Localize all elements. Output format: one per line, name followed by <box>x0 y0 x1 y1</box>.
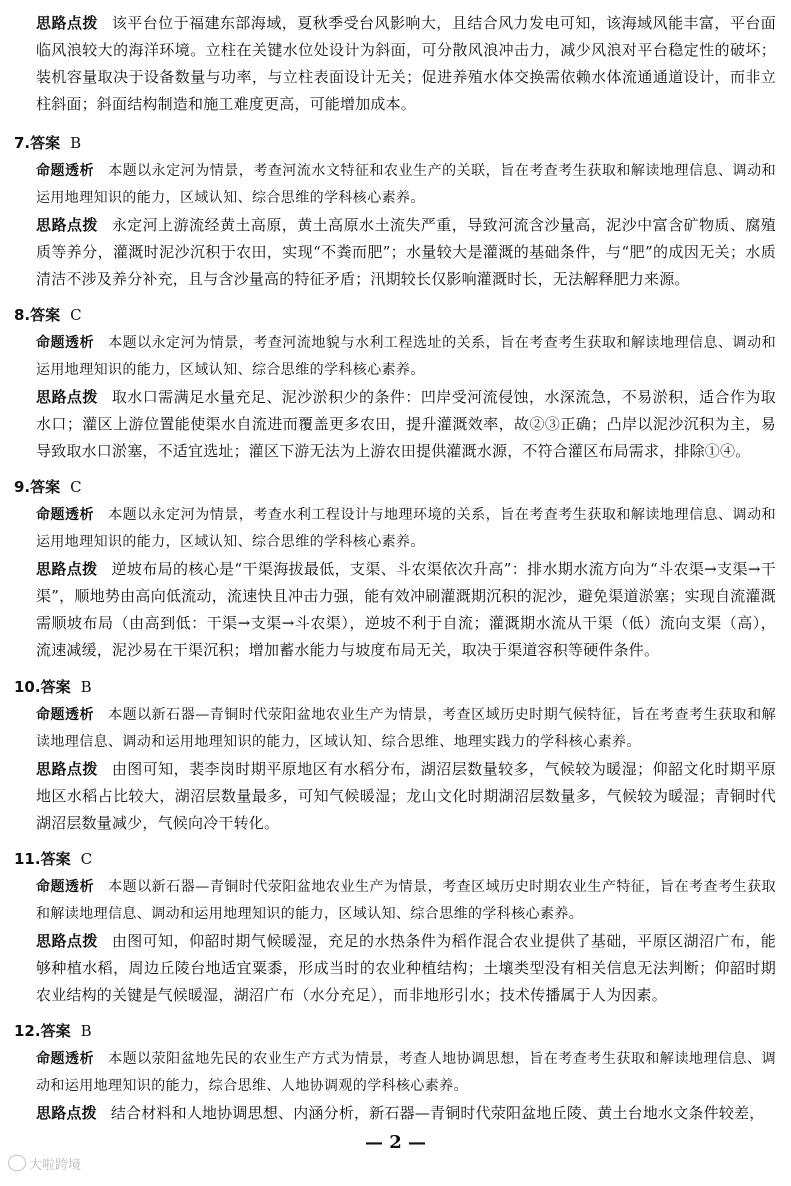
page-number: — 2 — <box>364 1132 427 1153</box>
approach-label: 思路点拨 <box>36 1104 97 1122</box>
q9-approach-block <box>36 556 776 664</box>
q7-analysis-block <box>36 158 776 212</box>
q10-answer-value: B <box>80 678 92 696</box>
watermark <box>8 1154 81 1173</box>
q10-analysis-text: 本题以新石器—青铜时代荥阳盆地农业生产为情景，考查区域历史时期气候特征，旨在考查考生获取和解读地理信息、调动和运用地理知识的能力，区域认知、综合思维、地理实践力的学科核心素养。 <box>36 707 776 750</box>
answer-label: 答案 <box>30 478 61 496</box>
q11-analysis-block <box>36 874 776 928</box>
q8-analysis-block <box>36 330 776 384</box>
q11-number: 11. <box>14 850 41 868</box>
q8-analysis-text: 本题以永定河为情景，考查河流地貌与水利工程选址的关系，旨在考查考生获取和解读地理信息、调动和运用地理知识的能力，区域认知、综合思维的学科核心素养。 <box>36 335 776 378</box>
analysis-label: 命题透析 <box>36 879 95 895</box>
q7-analysis-text: 本题以永定河为情景，考查河流水文特征和农业生产的关联，旨在考查考生获取和解读地理信息、调动和运用地理知识的能力，区域认知、综合思维的学科核心素养。 <box>36 163 776 206</box>
q12-answer-line <box>14 1020 92 1041</box>
q7-approach-block <box>36 212 776 293</box>
q8-number: 8. <box>14 306 31 324</box>
q12-number: 12. <box>14 1022 41 1040</box>
q10-answer-line <box>14 676 92 697</box>
q7-number: 7. <box>14 134 31 152</box>
q9-answer-line <box>14 476 82 497</box>
q8-answer-line <box>14 304 82 325</box>
q11-analysis-text: 本题以新石器—青铜时代荥阳盆地农业生产为情景，考查区域历史时期农业生产特征，旨在考查考生获取和解读地理信息、调动和运用地理知识的能力，区域认知、综合思维的学科核心素养。 <box>36 879 776 922</box>
q9-answer-value: C <box>70 478 82 496</box>
q9-analysis-text: 本题以永定河为情景，考查水利工程设计与地理环境的关系，旨在考查考生获取和解读地理信息、调动和运用地理知识的能力，区域认知、综合思维的学科核心素养。 <box>36 507 776 550</box>
watermark-text: 大啦跨境 <box>29 1158 82 1173</box>
q12-analysis-block <box>36 1046 776 1100</box>
q9-approach-text: 逆坡布局的核心是“干渠海拔最低，支渠、斗农渠依次升高”：排水期水流方向为“斗农渠→支渠→干渠”，顺地势由高向低流动，流速快且冲击力强，能有效冲刷灌溉期沉积的泥沙，避免渠道淤塞；实现自流灌溉需顺坡布局（由高到低：干渠→支渠→斗农渠），逆坡不利于自流；灌溉期水流从干渠（低）流向支渠（高），流速减缓，泥沙易在干渠沉积；增加蓄水能力与坡度布局无关，取决于渠道容积等硬件条件。 <box>36 560 776 659</box>
q9-number: 9. <box>14 478 31 496</box>
answer-label: 答案 <box>40 1022 71 1040</box>
q11-answer-value: C <box>80 850 93 868</box>
q10-analysis-block <box>36 702 776 756</box>
answer-label: 答案 <box>40 850 71 868</box>
approach-label: 思路点拨 <box>36 216 98 234</box>
q10-approach-block <box>36 756 776 837</box>
approach-label: 思路点拨 <box>36 388 98 406</box>
answer-label: 答案 <box>40 678 71 696</box>
answer-label: 答案 <box>30 134 61 152</box>
q7-answer-value: B <box>70 134 82 152</box>
analysis-label: 命题透析 <box>36 707 95 723</box>
q6-approach-text: 该平台位于福建东部海域，夏秋季受台风影响大，且结合风力发电可知，该海域风能丰富，平台面临风浪较大的海洋环境。立柱在关键水位处设计为斜面，可分散风浪冲击力，减少风浪对平台稳定性的破坏；装机容量取决于设备数量与功率，与立柱表面设计无关；促进养殖水体交换需依赖水体流通通道设计，而非立柱斜面；斜面结构制造和施工难度更高，可能增加成本。 <box>36 14 776 113</box>
q7-approach-text: 永定河上游流经黄土高原，黄土高原水土流失严重，导致河流含沙量高，泥沙中富含矿物质、腐殖质等养分，灌溉时泥沙沉积于农田，实现“不粪而肥”；水量较大是灌溉的基础条件，与“肥”的成因无关；水质清洁不涉及养分补充，且与含沙量高的特征矛盾；汛期较长仅影响灌溉时长，无法解释肥力来源。 <box>36 216 776 288</box>
q10-number: 10. <box>14 678 41 696</box>
watermark-logo-icon <box>8 1155 26 1171</box>
q11-approach-text: 由图可知，仰韶时期气候暖湿，充足的水热条件为稻作混合农业提供了基础，平原区湖沼广布，能够种植水稻，周边丘陵台地适宜粟黍，形成当时的农业种植结构；土壤类型没有相关信息无法判断；仰韶时期农业结构的关键是气候暖湿，湖沼广布（水分充足），而非地形引水；技术传播属于人为因素。 <box>36 932 776 1004</box>
q12-analysis-text: 本题以荥阳盆地先民的农业生产方式为情景，考查人地协调思想，旨在考查考生获取和解读地理信息、调动和运用地理知识的能力，综合思维、人地协调观的学科核心素养。 <box>36 1051 776 1094</box>
approach-label: 思路点拨 <box>36 560 98 578</box>
q12-approach-block <box>36 1100 776 1127</box>
q10-approach-text: 由图可知，裴李岗时期平原地区有水稻分布，湖沼层数量较多，气候较为暖湿；仰韶文化时期平原地区水稻占比较大，湖沼层数量最多，可知气候暖湿；龙山文化时期湖沼层数量多，气候较为暖湿；青铜时代湖沼层数量减少，气候向冷干转化。 <box>36 760 776 832</box>
analysis-label: 命题透析 <box>36 335 95 351</box>
q8-approach-block <box>36 384 776 465</box>
q9-analysis-block <box>36 502 776 556</box>
q12-answer-value: B <box>80 1022 92 1040</box>
q11-answer-line <box>14 848 92 869</box>
q12-approach-text: 结合材料和人地协调思想、内涵分析，新石器—青铜时代荥阳盆地丘陵、黄土台地水文条件较差， <box>110 1104 765 1122</box>
q8-answer-value: C <box>70 306 82 324</box>
q11-approach-block <box>36 928 776 1009</box>
q6-approach-block <box>36 10 776 118</box>
analysis-label: 命题透析 <box>36 1051 95 1067</box>
approach-label: 思路点拨 <box>36 14 98 32</box>
q8-approach-text: 取水口需满足水量充足、泥沙淤积少的条件：凹岸受河流侵蚀，水深流急，不易淤积，适合作为取水口；灌区上游位置能使渠水自流进而覆盖更多农田，提升灌溉效率，故②③正确；凸岸以泥沙沉积为主，易导致取水口淤塞，不适宜选址；灌区下游无法为上游农田提供灌溉水源，不符合灌区布局需求，排除①④。 <box>36 388 776 460</box>
analysis-label: 命题透析 <box>36 163 95 179</box>
approach-label: 思路点拨 <box>36 760 98 778</box>
q7-answer-line <box>14 132 81 153</box>
approach-label: 思路点拨 <box>36 932 98 950</box>
answer-label: 答案 <box>30 306 61 324</box>
analysis-label: 命题透析 <box>36 507 95 523</box>
